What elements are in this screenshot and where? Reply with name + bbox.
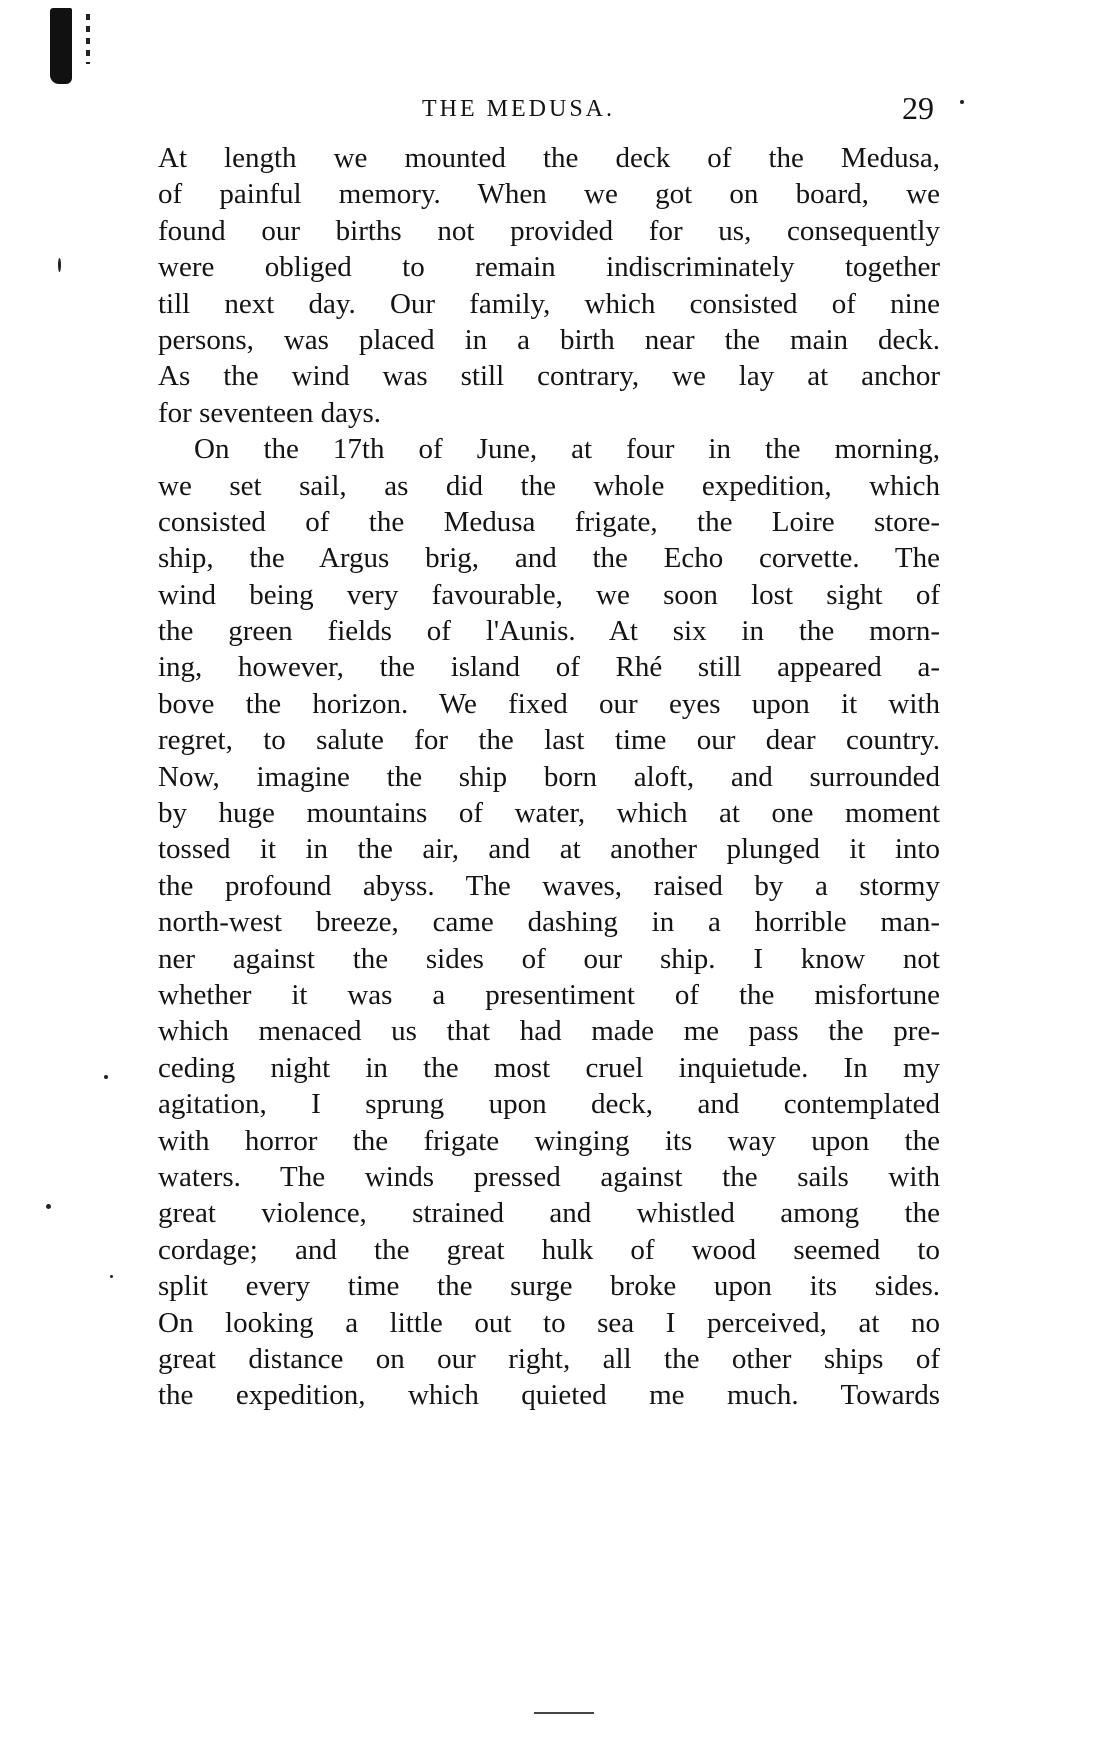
text-line: found our births not provided for us, consequently [158,214,940,247]
text-line: persons, was placed in a birth near the main deck. [158,323,940,356]
text-line: by huge mountains of water, which at one moment [158,797,940,830]
body-text [158,140,940,1414]
text-line: waters. The winds pressed against the sails with [158,1160,940,1193]
text-line: split every time the surge broke upon its sides. [158,1270,940,1303]
text-line: ship, the Argus brig, and the Echo corvette. The [158,542,940,575]
text-line: On the 17th of June, at four in the morning, [194,433,940,466]
text-line: Now, imagine the ship born aloft, and surrounded [158,760,940,793]
text-line: with horror the frigate winging its way upon the [158,1124,940,1157]
text-line: tossed it in the air, and at another plunged it into [158,833,940,866]
text-line: great distance on our right, all the other ships of [158,1342,940,1375]
text-line: On looking a little out to sea I perceived, at no [158,1306,940,1339]
text-line: bove the horizon. We fixed our eyes upon it with [158,687,940,720]
scan-edge-mark [50,8,72,84]
running-head [160,90,940,130]
footer-rule [534,1712,594,1714]
text-line: wind being very favourable, we soon lost sight of [158,578,940,611]
text-line: ner against the sides of our ship. I know not [158,942,940,975]
text-line: agitation, I sprung upon deck, and contemplated [158,1088,940,1121]
text-line: which menaced us that had made me pass the pre- [158,1015,940,1048]
margin-speck [46,1204,51,1209]
scan-edge-dashes [86,14,90,64]
text-line: great violence, strained and whistled among the [158,1197,940,1230]
text-line: ing, however, the island of Rhé still appeared a- [158,651,940,684]
text-line: whether it was a presentiment of the misfortune [158,978,940,1011]
text-line: of painful memory. When we got on board, we [158,178,940,211]
text-line: the green fields of l'Aunis. At six in the morn- [158,615,940,648]
text-line: At length we mounted the deck of the Medusa, [158,142,940,174]
text-line: As the wind was still contrary, we lay at anchor [158,360,940,393]
margin-speck [58,258,61,272]
margin-speck [110,1275,113,1278]
text-line: were obliged to remain indiscriminately together [158,251,940,284]
page-number: 29 [902,90,934,126]
text-line: we set sail, as did the whole expedition, which [158,469,940,502]
text-line: the profound abyss. The waves, raised by a stormy [158,869,940,902]
text-line: ceding night in the most cruel inquietude. In my [158,1051,940,1084]
running-title: THE MEDUSA. [422,96,615,122]
text-line: the expedition, which quieted me much. Towards [158,1379,940,1412]
margin-speck [960,100,964,104]
text-line: cordage; and the great hulk of wood seemed to [158,1233,940,1266]
text-line: regret, to salute for the last time our dear country. [158,724,940,757]
margin-speck [104,1075,108,1079]
text-line: for seventeen days. [158,396,382,429]
text-line: north-west breeze, came dashing in a horrible man- [158,906,940,939]
text-line: till next day. Our family, which consisted of nine [158,287,940,320]
text-line: consisted of the Medusa frigate, the Loire store- [158,505,940,538]
